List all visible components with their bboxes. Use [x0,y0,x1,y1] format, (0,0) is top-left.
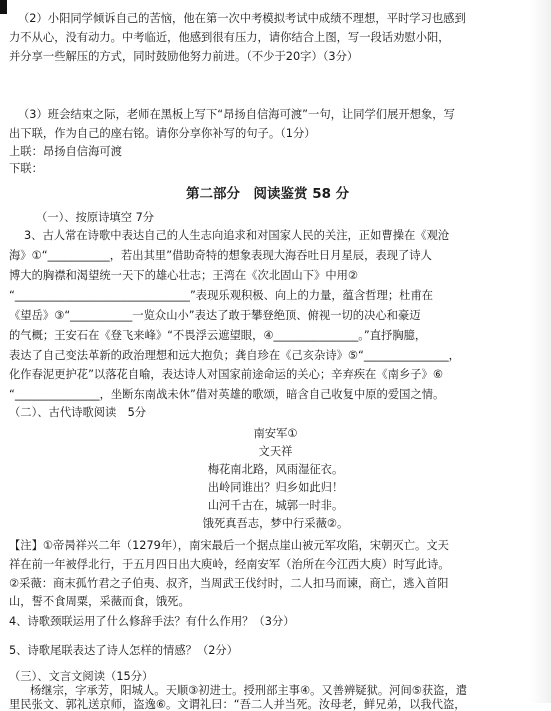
poem-line: 出岭同谁出？归乡如此归！ [207,481,344,494]
q2-line-3: 并分享一些解压的方式，同时鼓励他努力前进。（不少于20字）（3分） [9,50,359,63]
sec1-line-4: “_______________________________”表现乐观积极、向上的力量，蕴含哲理；杜甫在 [9,289,434,302]
sec1-line-9: “_______________，坐断东南战未休”借对英雄的歌颂，暗含自己收复中原的爱国之情。 [9,388,445,401]
q3-line-2: 出下联，作为自己的座右铭。请你分享你补写的句子。（1分） [9,127,316,140]
sec1-line-2: 海》①“___________，若出其里”借助奇特的想象表现大海吞吐日月星辰，表现了诗人 [9,249,432,262]
note-line-1: 【注】①帝昺祥兴二年（1279年），南宋最后一个据点崖山被元军攻陷，宋朝灭亡。文天 [9,539,449,552]
q3-line-1: （3）班会结束之际，老师在黑板上写下“昂扬自信海可渡”一句，让同学们展开想象，写 [18,108,455,121]
sec1-line-1: 3、古人常在诗歌中表达自己的人生志向追求和对国家人民的关注，正如曹操在《观沧 [24,229,450,242]
couplet-upper: 上联：昂扬自信海可渡 [9,145,122,158]
sec1-line-3: 博大的胸襟和渴望统一天下的雄心壮志；王湾在《次北固山下》中用② [9,269,359,282]
section-one-heading: （一）、按原诗填空 7分 [36,211,155,224]
note-line-2: 祥在前一年被俘北行，于五月四日出大庾岭，经南安军（治所在今江西大庾）时写此诗。 [9,558,450,571]
poem-line: 山河千古在，城郭一时非。 [207,499,344,512]
sec1-line-6: 的气概；王安石在《登飞来峰》“不畏浮云遮望眼，④_______________。”直抒胸臆， [9,329,427,342]
poem-title: 南安军① [253,427,298,440]
classical-text-line-1: 杨继宗，字承芳，阳城人。天顺③初进士。授刑部主事④。又善辨疑狱。河间⑤获盗，遣 [30,684,468,697]
sec1-line-7: 表达了自己变法革新的政治理想和远大抱负；龚自珍在《己亥杂诗》⑤“_______________， [9,349,460,362]
poem-line: 梅花南北路，风雨湿征衣。 [207,463,344,476]
scan-shadow [530,0,551,703]
section-three-heading: （三）、文言文阅读（15分） [9,670,154,683]
question-5: 5、诗歌尾联表达了诗人怎样的情感？（2分） [9,644,239,657]
question-4: 4、诗歌颈联运用了什么修辞手法？有什么作用？（3分） [9,615,295,628]
q2-line-1: （2）小阳同学倾诉自己的苦恼，他在第一次中考模拟考试中成绩不理想，平时学习也感到 [18,12,466,25]
note-line-3: ②采薇：商末孤竹君之子伯夷、叔齐，当周武王伐纣时，二人扣马而谏，商亡，逃入首阳 [9,577,449,590]
sec1-line-5: 《望岳》③“___________一览众山小”表达了敢于攀登绝顶、俯视一切的决心和豪迈 [9,309,421,322]
section-two-heading: （二）、古代诗歌阅读 5分 [9,406,147,419]
classical-text-line-2: 里民张文、郭礼送京师，盗逸⑥。文谓礼曰：“吾二人并当死。汝母老，鲜兄弟，以我代盗， [9,698,466,711]
poem-author: 文天祥 [258,445,293,458]
part-two-title: 第二部分 阅读鉴赏 58 分 [186,186,350,202]
note-line-4: 山，誓不食周粟，采薇而食，饿死。 [9,595,190,608]
q2-line-2: 力不从心，没有动力。中考临近，他感到很有压力，请你结合上图，写一段话劝慰小阳， [9,31,450,44]
scan-corner-mark [0,0,7,14]
couplet-lower-answer-field: 下联： [9,162,43,175]
poem-line: 饿死真吾志，梦中行采薇②。 [202,517,349,530]
sec1-line-8: 化作春泥更护花”以落花自喻，表达诗人对国家前途命运的关心；辛弃疾在《南乡子》⑥ [9,368,443,381]
